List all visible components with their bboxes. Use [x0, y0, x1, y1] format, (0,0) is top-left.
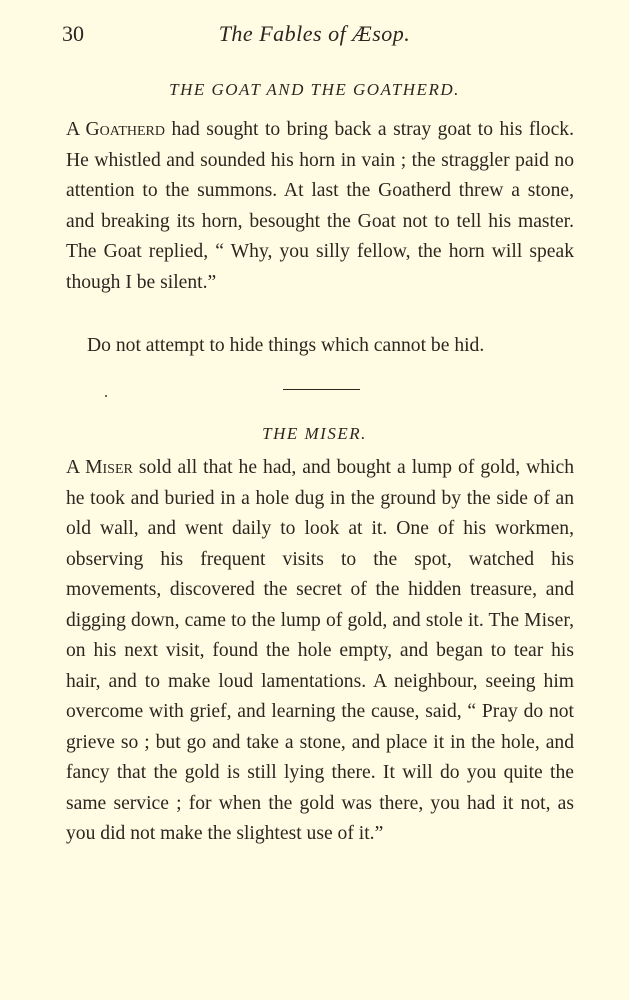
- fable-moral-goat: Do not attempt to hide things which cannot be hid.: [87, 335, 485, 356]
- fable-title-goat: THE GOAT AND THE GOATHERD.: [169, 80, 460, 99]
- fable-lead-miser: A Miser: [66, 457, 133, 478]
- print-speck: [105, 395, 107, 397]
- section-divider: [283, 389, 360, 390]
- fable-title-miser: THE MISER.: [262, 424, 367, 443]
- fable-body-goat: had sought to bring back a stray goat to his flock. He whistled and sounded his horn in vain ; the straggler paid no attention to the summons. At last the Goatherd threw a stone, and breaking its horn, besought the Goat not to tell his master. The Goat replied, “ Why, you silly fellow, the horn will speak though I be silent.”: [66, 119, 574, 293]
- fable-text-goat: [66, 115, 574, 298]
- fable-text-miser: [66, 453, 574, 850]
- page-number: 30: [62, 21, 84, 46]
- fable-body-miser: sold all that he had, and bought a lump of gold, which he took and buried in a hole dug in the ground by the side of an old wall, and went daily to look at it. One of his workmen, observing his frequent visits to the spot, watched his movements, discovered the secret of the hidden treasure, and digging down, came to the lump of gold, and stole it. The Miser, on his next visit, found the hole empty, and began to tear his hair, and to make loud lamentations. A neighbour, seeing him overcome with grief, and learning the cause, said, “ Pray do not grieve so ; but go and take a stone, and place it in the hole, and fancy that the gold is still lying there. It will do you quite the same service ; for when the gold was there, you had it not, as you did not make the slightest use of it.”: [66, 457, 574, 844]
- running-head: The Fables of Æsop.: [218, 21, 411, 46]
- fable-lead-goat: A Goatherd: [66, 119, 166, 140]
